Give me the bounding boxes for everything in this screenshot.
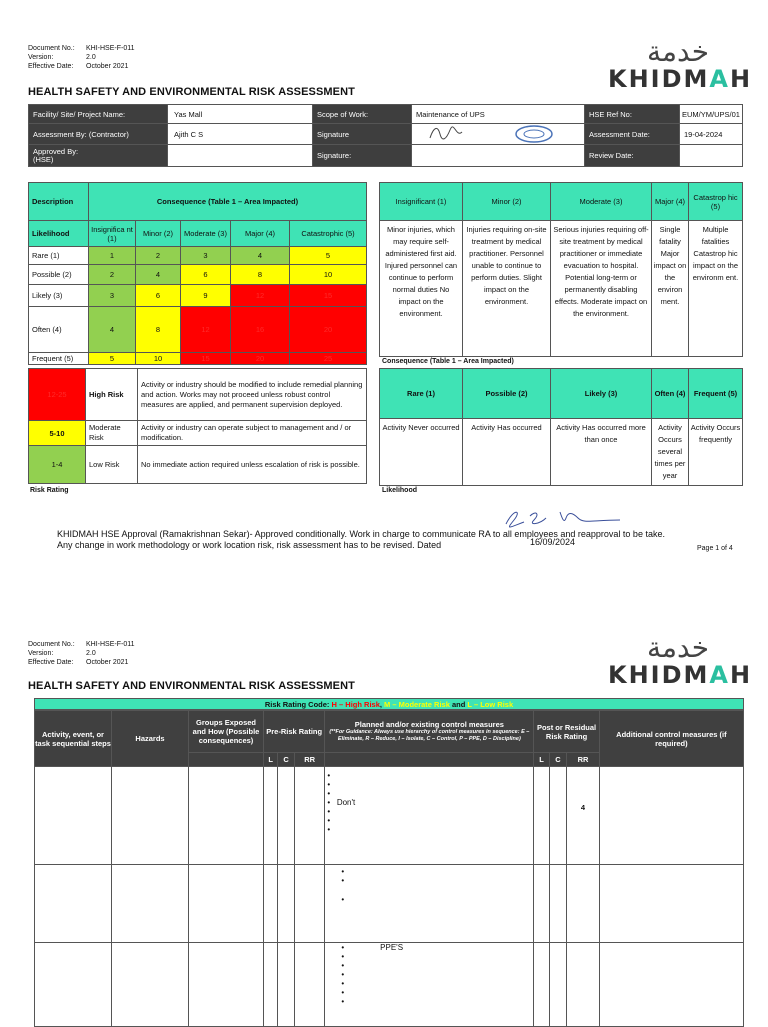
likelihood-caption: Likelihood [382, 487, 417, 494]
assess-by-value: Ajith C S [168, 124, 313, 145]
matrix-cell: 10 [136, 353, 181, 365]
matrix-cell: 6 [181, 265, 231, 285]
scope-label: Scope of Work: [313, 105, 412, 124]
col-minor: Minor (2) [136, 221, 181, 247]
like-header: Frequent (5) [689, 369, 743, 419]
matrix-cell: 2 [89, 265, 136, 285]
cons-cell: Minor injuries, which may require self-administered first aid. Injured personnel can continue to perform normal duties No impact on the environment. [380, 221, 463, 357]
matrix-cell: 15 [181, 353, 231, 365]
row-possible: Possible (2) [29, 265, 89, 285]
post-c: C [549, 753, 567, 767]
pre-c: C [278, 753, 295, 767]
row-rare: Rare (1) [29, 247, 89, 265]
matrix-cell: 4 [231, 247, 290, 265]
signature-cell [412, 124, 585, 145]
cons-header: Insignificant (1) [380, 183, 463, 221]
ppe-text: PPE'S [380, 943, 404, 952]
matrix-cell: 6 [136, 285, 181, 307]
description-header: Description [29, 183, 89, 221]
matrix-cell: 15 [290, 285, 367, 307]
matrix-cell: 3 [89, 285, 136, 307]
table-row: • • • • Don't • • • 4 [35, 767, 744, 865]
like-cell: Activity Occurs several times per year [652, 419, 689, 486]
cons-header: Moderate (3) [551, 183, 652, 221]
hazards-header: Hazards [112, 711, 189, 767]
col-insignificant: Insignifica nt (1) [89, 221, 136, 247]
matrix-cell: 16 [231, 307, 290, 353]
doc-meta [28, 44, 135, 71]
facility-label: Facility/ Site/ Project Name: [29, 105, 168, 124]
ref-label: HSE Ref No: [585, 105, 680, 124]
doc-no-label: Document No.: [28, 45, 75, 52]
review-label: Review Date: [585, 145, 680, 167]
assess-date-value: 19-04-2024 [680, 124, 743, 145]
facility-value: Yas Mall [168, 105, 313, 124]
page-title-p2: HEALTH SAFETY AND ENVIRONMENTAL RISK ASSESSMENT [28, 680, 355, 692]
cons-cell: Single fatality Major impact on the environ ment. [652, 221, 689, 357]
page-number: Page 1 of 4 [697, 545, 733, 552]
col-moderate: Moderate (3) [181, 221, 231, 247]
like-cell: Activity Occurs frequently [689, 419, 743, 486]
signature-label: Signature [313, 124, 412, 145]
col-major: Major (4) [231, 221, 290, 247]
doc-meta-p2: Document No.: KHI-HSE-F-011 Version: 2.0 Effective Date: October 2021 [28, 641, 135, 666]
approval-line1: KHIDMAH HSE Approval (Ramakrishnan Sekar)- Approved conditionally. Work in charge to communicate RA to all employees and reapproval to be take. [57, 529, 665, 539]
khidmah-logo-p2: خدمة KHIDMAH [608, 631, 753, 689]
post-rr: RR [567, 753, 599, 767]
moderate-level: Moderate Risk [86, 421, 138, 446]
cons-header: Major (4) [652, 183, 689, 221]
risk-rating-caption: Risk Rating [30, 487, 69, 494]
approval-date: 16/09/2024 [530, 537, 576, 547]
matrix-cell: 3 [181, 247, 231, 265]
matrix-cell: 12 [181, 307, 231, 353]
consequence-header: Consequence (Table 1 – Area Impacted) [89, 183, 367, 221]
row-frequent: Frequent (5) [29, 353, 89, 365]
low-level: Low Risk [86, 446, 138, 484]
moderate-desc: Activity or industry can operate subject to management and / or modification. [138, 421, 367, 446]
post-l: L [534, 753, 549, 767]
cons-cell: Injuries requiring on-site treatment by medical practitioner. Personnel unable to continue to perform duties. Slight impact on the environment. [463, 221, 551, 357]
page-title: HEALTH SAFETY AND ENVIRONMENTAL RISK ASSESSMENT [28, 86, 355, 98]
likelihood-header: Likelihood [29, 221, 89, 247]
row-often: Often (4) [29, 307, 89, 353]
version-label: Version: [28, 54, 54, 61]
high-desc: Activity or industry should be modified to include remedial planning and action. Works may not proceed unless robust control measures are applied, and permanent supervision deployed. [138, 369, 367, 421]
matrix-cell: 4 [89, 307, 136, 353]
effective-label: Effective Date: [28, 63, 74, 70]
activity-header: Activity, event, or task sequential steps [35, 711, 112, 767]
low-desc: No immediate action required unless escalation of risk is possible. [138, 446, 367, 484]
doc-no: KHI-HSE-F-011 [86, 45, 135, 52]
info-table [28, 104, 743, 167]
post-risk-header: Post or Residual Risk Rating [534, 711, 599, 753]
matrix-cell: 5 [290, 247, 367, 265]
cons-cell: Serious injuries requiring off-site treatment by medical practitioner or immediate evacuation to hospital. Potential long-term or permanently disabling effects. Moderate impact on the environment. [551, 221, 652, 357]
effective-date: October 2021 [86, 63, 129, 70]
matrix-cell: 8 [231, 265, 290, 285]
like-cell: Activity Has occurred more than once [551, 419, 652, 486]
like-cell: Activity Has occurred [463, 419, 551, 486]
assess-date-label: Assessment Date: [585, 124, 680, 145]
groups-header: Groups Exposed and How (Possible consequences) [189, 711, 264, 753]
row-likely: Likely (3) [29, 285, 89, 307]
matrix-cell: 2 [136, 247, 181, 265]
matrix-cell: 5 [89, 353, 136, 365]
consequence-table [379, 182, 743, 357]
high-range: 12-25 [29, 369, 86, 421]
cons-cell: Multiple fatalities Catastrop hic impact on the environm ent. [689, 221, 743, 357]
matrix-cell: 4 [136, 265, 181, 285]
rating-code-bar: Risk Rating Code: H – High Risk, M – Moderate Risk and L – Low Risk [34, 698, 744, 710]
risk-matrix [28, 182, 367, 365]
planned-sub [325, 753, 534, 767]
hazard-table [34, 710, 744, 1027]
version: 2.0 [86, 54, 96, 61]
like-header: Often (4) [652, 369, 689, 419]
moderate-range: 5-10 [29, 421, 86, 446]
assess-by-label: Assessment By: (Contractor) [29, 124, 168, 145]
scope-value: Maintenance of UPS [412, 105, 585, 124]
ref-value: EUM/YM/UPS/01 [680, 105, 743, 124]
signature2-label: Signature: [313, 145, 412, 167]
like-header: Rare (1) [380, 369, 463, 419]
logo-english: KHIDMAH [608, 65, 753, 93]
col-catastrophic: Catastrophic (5) [290, 221, 367, 247]
additional-header: Additional control measures (if required) [599, 711, 743, 767]
low-range: 1-4 [29, 446, 86, 484]
matrix-cell: 9 [181, 285, 231, 307]
approved-value [168, 145, 313, 167]
logo-arabic: خدمة [646, 35, 709, 68]
matrix-cell: 10 [290, 265, 367, 285]
consequence-caption: Consequence (Table 1 – Area Impacted) [382, 358, 514, 365]
matrix-cell: 25 [290, 353, 367, 365]
matrix-cell: 20 [231, 353, 290, 365]
signature2-value [412, 145, 585, 167]
like-cell: Activity Never occurred [380, 419, 463, 486]
signature-image [416, 124, 576, 144]
planned-header: Planned and/or existing control measures (**For Guidance: Always use hierarchy of control measures in sequence: E – Eliminate, R – Reduce, I – Isolate, C – Control, P – PPE, D – Discipline) [325, 711, 534, 753]
likelihood-table [379, 368, 743, 486]
cons-header: Catastrop hic (5) [689, 183, 743, 221]
matrix-cell: 8 [136, 307, 181, 353]
matrix-cell: 12 [231, 285, 290, 307]
matrix-cell: 20 [290, 307, 367, 353]
post-rr-value: 4 [567, 767, 599, 865]
pre-risk-header: Pre-Risk Rating [264, 711, 325, 753]
approval-note [57, 529, 727, 551]
pre-l: L [264, 753, 278, 767]
matrix-cell: 1 [89, 247, 136, 265]
table-row: • PPE'S • • • • • • [35, 943, 744, 1027]
cons-header: Minor (2) [463, 183, 551, 221]
like-header: Likely (3) [551, 369, 652, 419]
review-value [680, 145, 743, 167]
approved-label: Approved By: (HSE) [29, 145, 168, 167]
pre-rr: RR [294, 753, 324, 767]
risk-rating-table [28, 368, 367, 484]
control-text: Don't [336, 798, 356, 807]
table-row: • • • [35, 865, 744, 943]
approval-line2: Any change in work methodology or work location risk, risk assessment has to be revised. Dated [57, 540, 442, 550]
khidmah-logo [608, 35, 753, 93]
high-level: High Risk [86, 369, 138, 421]
like-header: Possible (2) [463, 369, 551, 419]
groups-sub [189, 753, 264, 767]
